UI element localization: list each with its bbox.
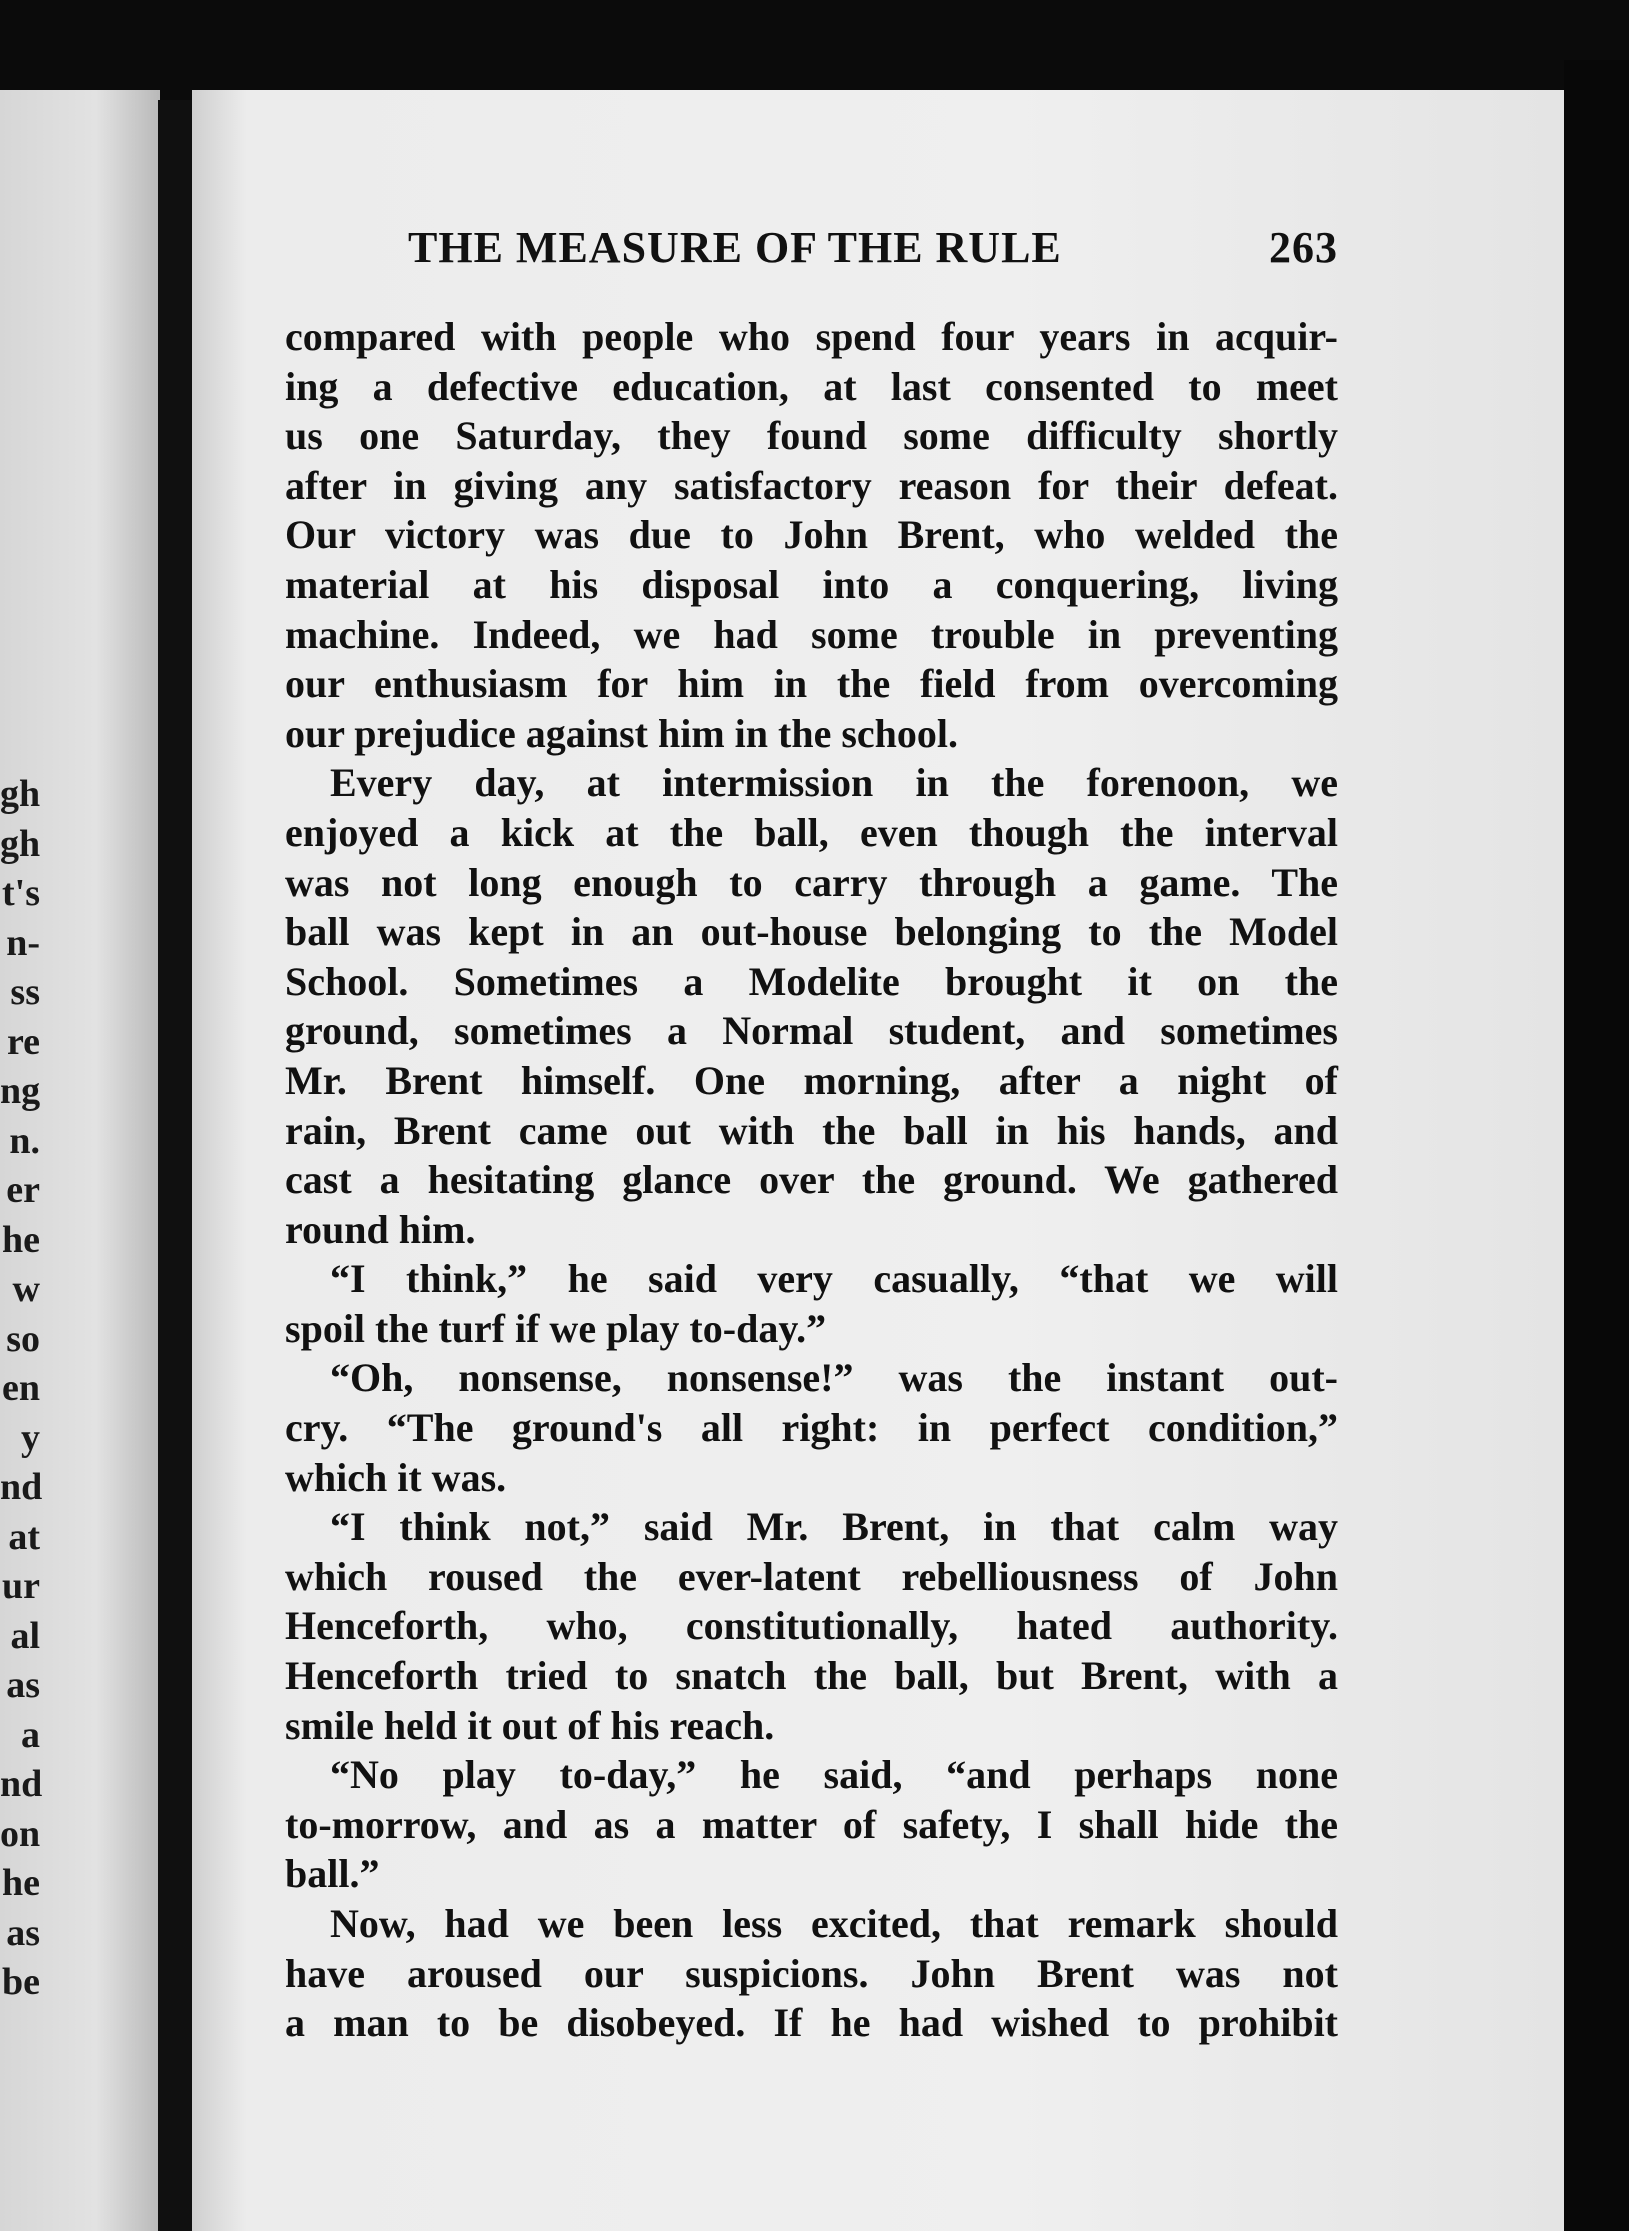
text-line: material at his disposal into a conquering, living [285,561,1338,607]
left-page-line-endings [0,770,160,2008]
left-fragment: nd [0,1466,43,1508]
left-fragment: a [21,1713,40,1756]
left-fragment: on [0,1812,41,1855]
text-line: to-morrow, and as a matter of safety, I shall hide the [285,1801,1338,1847]
left-fragment: re [6,1020,40,1063]
text-line: a man to be disobeyed. If he had wished to prohibit [285,2000,1338,2046]
text-line: after in giving any satisfactory reason for their defeat. [285,462,1338,508]
text-line: enjoyed a kick at the ball, even though the interval [285,809,1338,855]
left-fragment: ur [2,1565,40,1607]
left-fragment: ng [0,1070,41,1112]
text-line: ing a defective education, at last consented to meet [285,363,1338,409]
text-line: Every day, at intermission in the forenoon, we [330,760,1338,806]
text-line: round him. [285,1206,476,1252]
text-line: ball.” [285,1851,380,1897]
left-fragment: be [2,1961,40,2003]
text-line: which roused the ever-latent rebelliousness of John [285,1553,1338,1599]
book-gutter [158,100,192,2231]
text-line: Henceforth tried to snatch the ball, but Brent, with a [285,1653,1338,1699]
left-fragment: so [6,1317,40,1360]
page-number: 263 [1269,223,1338,272]
left-fragment: gh [0,822,41,865]
text-line: cast a hesitating glance over the ground. We gathered [285,1157,1338,1203]
left-fragment: en [2,1367,40,1409]
text-line: was not long enough to carry through a game. The [285,859,1338,905]
text-line: smile held it out of his reach. [285,1702,775,1748]
text-line: Now, had we been less excited, that remark should [330,1901,1338,1946]
text-line: which it was. [285,1454,507,1500]
left-fragment: al [10,1614,40,1657]
left-fragment: at [8,1515,40,1558]
text-line: ball was kept in an out-house belonging to the Model [285,909,1338,955]
left-fragment: as [6,1664,40,1706]
left-fragment: he [2,1862,40,1904]
left-fragment: er [6,1169,40,1211]
left-fragment: ss [10,971,40,1013]
running-header [408,222,1338,282]
left-fragment: gh [0,773,41,815]
text-line: “I think,” he said very casually, “that we will [330,1256,1338,1302]
text-line: our prejudice against him in the school. [285,710,959,756]
text-line: “Oh, nonsense, nonsense!” was the instant out- [330,1355,1338,1401]
text-line: compared with people who spend four years in acquir- [285,314,1338,359]
running-title: THE MEASURE OF THE RULE [408,223,1062,272]
text-line: ground, sometimes a Normal student, and sometimes [285,1008,1338,1054]
left-fragment: t's [2,872,40,914]
text-line: Henceforth, who, constitutionally, hated authority. [285,1603,1338,1649]
body-text [285,312,1338,2048]
text-line: Our victory was due to John Brent, who welded the [285,512,1338,558]
left-fragment: n- [6,921,40,964]
text-line: cry. “The ground's all right: in perfect condition,” [285,1405,1338,1451]
text-line: “I think not,” said Mr. Brent, in that calm way [330,1504,1338,1550]
text-line: have aroused our suspicions. John Brent was not [285,1950,1338,1996]
text-line: “No play to-day,” he said, “and perhaps none [330,1752,1338,1798]
right-scan-border [1564,60,1629,2231]
left-fragment: y [21,1416,40,1459]
left-fragment: n. [9,1119,40,1162]
left-fragment: he [2,1218,40,1261]
left-fragment: w [12,1268,40,1310]
text-line: us one Saturday, they found some difficulty shortly [285,413,1338,459]
text-line: rain, Brent came out with the ball in his hands, and [285,1107,1338,1153]
text-line: our enthusiasm for him in the field from overcoming [285,661,1338,707]
text-line: Mr. Brent himself. One morning, after a night of [285,1057,1338,1103]
text-line: School. Sometimes a Modelite brought it on the [285,958,1338,1004]
left-fragment: nd [0,1763,43,1805]
left-fragment: as [6,1911,40,1954]
text-line: machine. Indeed, we had some trouble in preventing [285,611,1338,657]
text-line: spoil the turf if we play to-day.” [285,1305,827,1351]
